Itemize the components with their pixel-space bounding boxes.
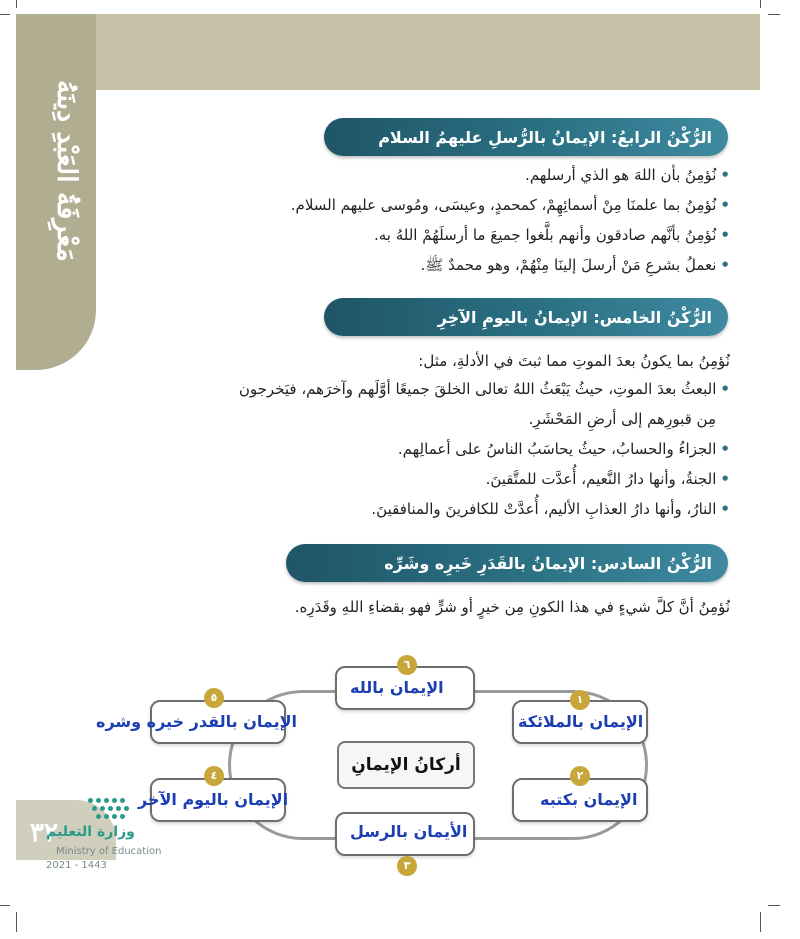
pillar-answer: الإيمان بالقدر خيره وشره — [96, 712, 298, 731]
line-text: نعملُ بشرعِ مَنْ أرسلَ إلينَا مِنْهُمْ، وهو محمدٌ ﷺ. — [420, 256, 717, 274]
bullet-icon: • — [720, 440, 730, 458]
node-number: ٥ — [204, 688, 224, 708]
crop-mark — [768, 905, 780, 906]
line-text: نُؤمِنُ بما يكونُ بعدَ الموتِ مما ثبتَ في الأدلةِ، مثل: — [418, 352, 730, 370]
text-line — [374, 226, 730, 244]
bullet-icon: • — [720, 256, 730, 274]
crop-mark — [16, 0, 17, 8]
crop-mark — [16, 912, 17, 932]
line-text: مِن قبورِهم إلى أرضِ المَحْشَرِ. — [528, 410, 716, 428]
text-line — [239, 380, 730, 398]
text-line — [291, 196, 730, 214]
crop-mark — [0, 905, 10, 906]
line-text: النارُ، وأنها دارُ العذابِ الأليم، أُعدَّتْ للكافرينَ والمنافقينَ. — [371, 500, 717, 518]
text-line — [398, 440, 730, 458]
text-line — [486, 470, 730, 488]
crop-mark — [760, 912, 761, 932]
text-line — [525, 166, 730, 184]
crop-mark — [0, 14, 10, 15]
line-text: نُؤمِنُ بما علمنَا مِنْ أسمائِهِمْ، كمحمدٍ، وعيسَى، ومُوسى عليهم السلام. — [290, 196, 717, 214]
unit-title: مَعْرِفَةُ العَبْدِ دِينَهُ — [51, 80, 82, 262]
bullet-icon: • — [720, 226, 730, 244]
section-heading-decree — [286, 544, 728, 582]
node-number: ٤ — [204, 766, 224, 786]
text-line — [295, 598, 730, 616]
bullet-icon: • — [720, 166, 730, 184]
ministry-name-en: Ministry of Education — [56, 846, 162, 857]
intro-line — [418, 352, 730, 370]
heading-text: الرُّكْنُ السادس: الإيمانُ بالقَدَرِ خَيرِه وشَرِّه — [384, 553, 712, 573]
bullet-icon: • — [720, 380, 730, 398]
text-line — [421, 256, 730, 278]
bullet-icon: • — [720, 196, 730, 214]
section-heading-messengers — [324, 118, 728, 156]
node-number: ١ — [570, 690, 590, 710]
header-band — [16, 14, 760, 90]
bullet-icon: • — [720, 500, 730, 518]
edition-year: 2021 - 1443 — [46, 860, 107, 871]
crop-mark — [760, 0, 761, 8]
line-text: نُؤمِنُ أنَّ كلَّ شيءٍ في هذا الكونِ مِن خيرٍ أو شرٍّ فهو بقضاءِ اللهِ وقَدَرِه. — [294, 598, 730, 616]
node-number: ٢ — [570, 766, 590, 786]
pillar-answer: الإيمان بالملائكة — [518, 712, 644, 731]
text-line — [371, 500, 730, 518]
bullet-icon: • — [720, 470, 730, 488]
node-number: ٦ — [397, 655, 417, 675]
heading-text: الرُّكْنُ الخامس: الإيمانُ باليومِ الآخِرِ — [437, 307, 712, 327]
text-line — [529, 410, 716, 428]
section-heading-last-day — [324, 298, 728, 336]
page-number: ٣٢ — [30, 818, 58, 848]
node-number: ٣ — [397, 856, 417, 876]
ministry-name-ar: وزارة التعليم — [46, 824, 135, 840]
pillar-answer: الإيمان بكتبه — [540, 790, 638, 809]
line-text: الجنةُ، وأنها دارُ النَّعيم، أُعدَّت للمتَّقينَ. — [485, 470, 717, 488]
pillar-answer: الأيمان بالرسل — [350, 822, 468, 841]
line-text: الجزاءُ والحسابُ، حيثُ يحاسَبُ الناسُ على أعمالِهم. — [397, 440, 717, 458]
line-text: نُؤمِنُ بأنَّهم صادقون وأنهم بلَّغوا جميعَ ما أرسلَهُمْ اللهُ به. — [373, 226, 717, 244]
line-text: نُؤمِنُ بأن اللهَ هو الذي أرسلهم. — [525, 166, 717, 184]
heading-text: الرُّكْنُ الرابعُ: الإيمانُ بالرُّسلِ عليهمُ السلام — [378, 127, 712, 147]
pillar-answer: الإيمان بالله — [350, 678, 444, 697]
line-text: البعثُ بعدَ الموتِ، حيثُ يَبْعَثُ اللهُ تعالى الخلقَ جميعًا أوَّلَهم وآخرَهم، فيَخرجون — [238, 380, 717, 398]
pillar-answer: الإيمان باليوم الآخر — [138, 790, 289, 809]
pillars-center-box: أركانُ الإيمانِ — [337, 741, 475, 789]
crop-mark — [768, 14, 780, 15]
